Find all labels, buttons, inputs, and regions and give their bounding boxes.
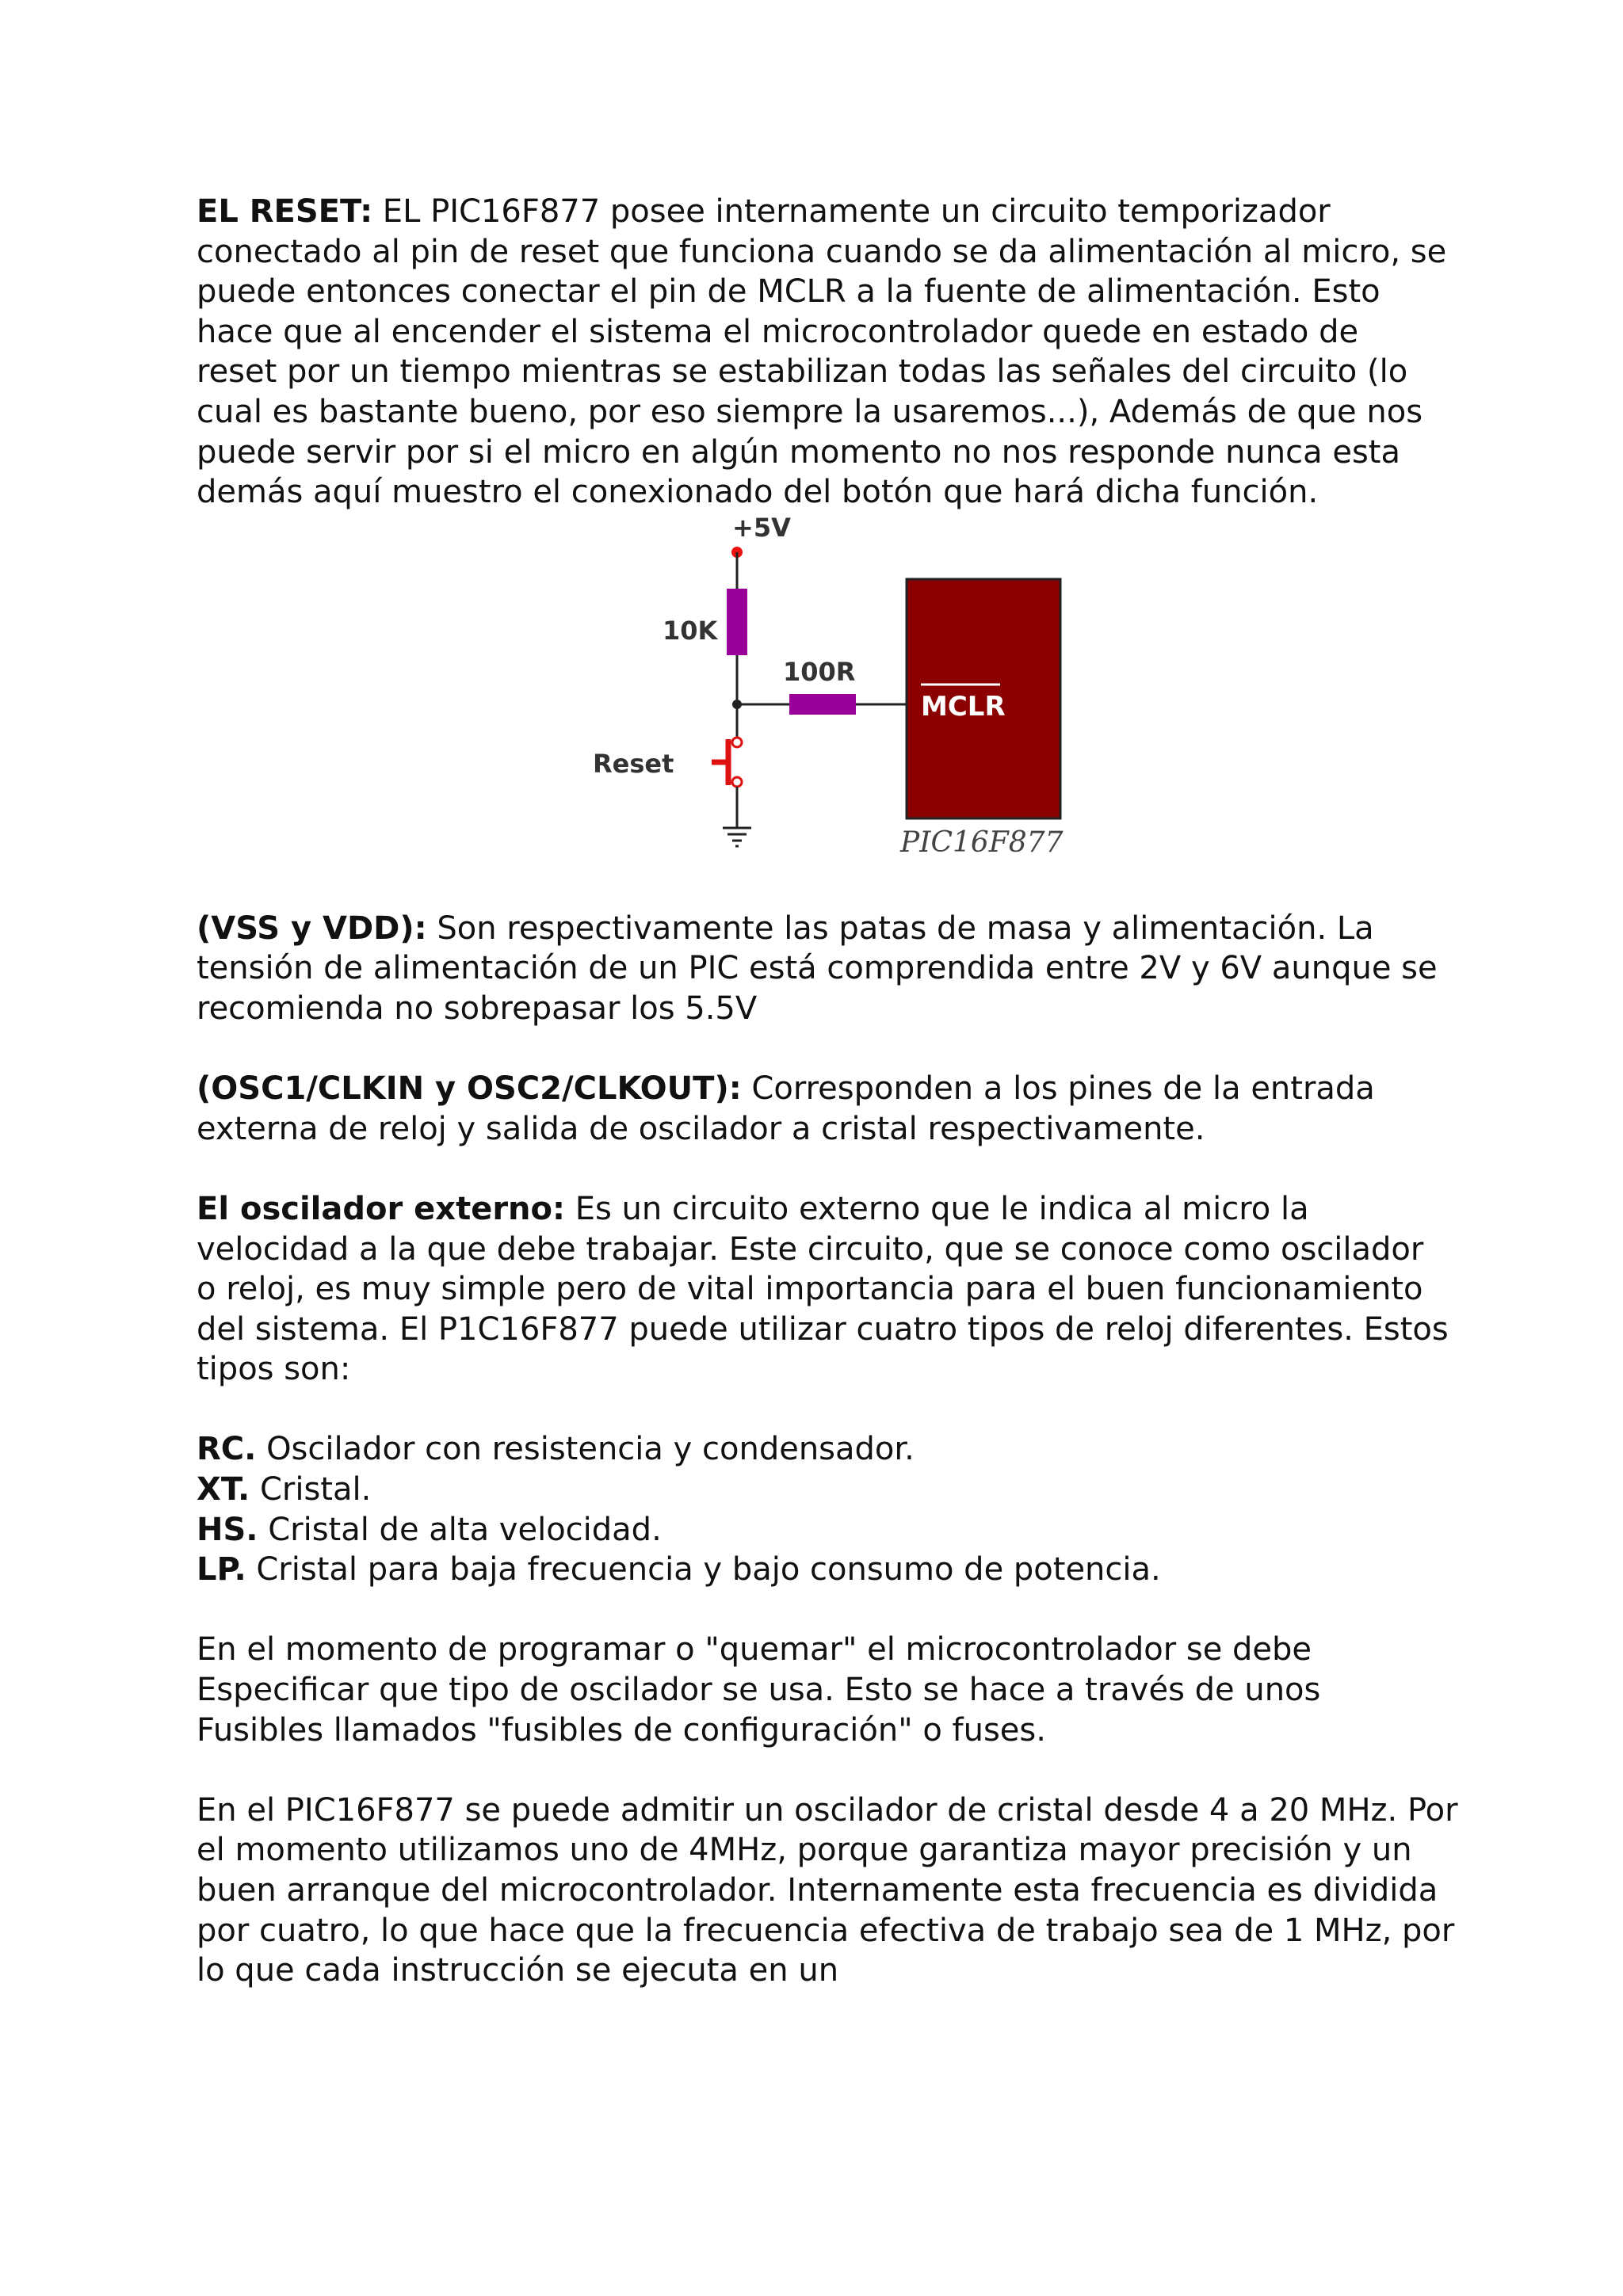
resistor-100r bbox=[789, 694, 856, 715]
switch-contact-bottom bbox=[732, 777, 742, 787]
type-label: RC. bbox=[197, 1431, 257, 1468]
reset-label: EL RESET: bbox=[197, 193, 373, 230]
circuit-svg bbox=[197, 513, 1465, 885]
reset-paragraph bbox=[197, 192, 1449, 513]
list-item bbox=[197, 1550, 1465, 1590]
type-text: Cristal. bbox=[250, 1471, 372, 1508]
ground-icon bbox=[723, 828, 751, 846]
oscillator-types-list bbox=[197, 1429, 1465, 1589]
external-oscillator-paragraph bbox=[197, 1189, 1449, 1390]
pin-label: MCLR bbox=[921, 690, 1006, 723]
resistor1-label: 10K bbox=[663, 615, 718, 646]
reset-text: EL PIC16F877 posee internamente un circuito temporizador conectado al pin de reset que funciona cuando se da alimentación al micro, se puede entonces conectar el pin de MCLR a la fuente de alimentación. Esto hace que al encender el sistema el microcontrolador quede en estado de reset por un tiempo mientras se estabilizan todas las señales del circuito (lo cual es bastante bueno, por eso siempre la usaremos...), Además de que nos puede servir por si el micro en algún momento no nos responde nunca esta demás aquí muestro el conexionado del botón que hará dicha función. bbox=[197, 193, 1447, 511]
button-label: Reset bbox=[593, 748, 674, 779]
ext-label: El oscilador externo: bbox=[197, 1190, 565, 1227]
type-label: HS. bbox=[197, 1511, 258, 1548]
programming-paragraph bbox=[197, 1630, 1401, 1750]
document-page bbox=[197, 192, 1465, 1991]
freq-text: En el PIC16F877 se puede admitir un oscilador de cristal desde 4 a 20 MHz. Por el momento utilizamos uno de 4MHz, porque garantiza mayor precisión y un buen arranque del microcontrolador. Internamente esta frecuencia es dividida por cuatro, lo que hace que la frecuencia efectiva de trabajo sea de 1 MHz, por lo que cada instrucción se ejecuta en un bbox=[197, 1791, 1458, 1989]
resistor2-label: 100R bbox=[783, 656, 856, 687]
vss-label: (VSS y VDD): bbox=[197, 910, 427, 947]
list-item bbox=[197, 1510, 1465, 1550]
type-text: Cristal de alta velocidad. bbox=[258, 1511, 662, 1548]
switch-contact-top bbox=[732, 738, 742, 747]
prog-text: En el momento de programar o "quemar" el microcontrolador se debe Especificar que tipo de oscilador se usa. Esto se hace a través de unos Fusibles llamados "fusibles de configuración" o fuses. bbox=[197, 1631, 1321, 1749]
resistor-10k bbox=[727, 589, 747, 655]
vss-text: Son respectivamente las patas de masa y alimentación. La tensión de alimentación de un PIC está comprendida entre 2V y 6V aunque se recomienda no sobrepasar los 5.5V bbox=[197, 910, 1438, 1027]
type-label: LP. bbox=[197, 1551, 246, 1589]
type-text: Cristal para baja frecuencia y bajo consumo de potencia. bbox=[246, 1551, 1161, 1589]
type-label: XT. bbox=[197, 1471, 250, 1508]
osc-text: Corresponden a los pines de la entrada externa de reloj y salida de oscilador a cristal respectivamente. bbox=[197, 1070, 1375, 1147]
ext-text: Es un circuito externo que le indica al micro la velocidad a la que debe trabajar. Este circuito, que se conoce como oscilador o reloj, es muy simple pero de vital importancia para el buen funcionamiento del sistema. El P1C16F877 puede utilizar cuatro tipos de reloj diferentes. Estos tipos son: bbox=[197, 1190, 1449, 1388]
list-item bbox=[197, 1470, 1465, 1510]
osc-paragraph bbox=[197, 1069, 1401, 1149]
supply-label: +5V bbox=[732, 512, 791, 543]
list-item bbox=[197, 1429, 1465, 1470]
vss-paragraph bbox=[197, 909, 1465, 1029]
chip-label: PIC16F877 bbox=[900, 826, 1064, 859]
type-text: Oscilador con resistencia y condensador. bbox=[256, 1431, 915, 1468]
osc-label: (OSC1/CLKIN y OSC2/CLKOUT): bbox=[197, 1070, 742, 1108]
frequency-paragraph bbox=[197, 1791, 1465, 1991]
reset-circuit-diagram bbox=[197, 513, 1465, 909]
